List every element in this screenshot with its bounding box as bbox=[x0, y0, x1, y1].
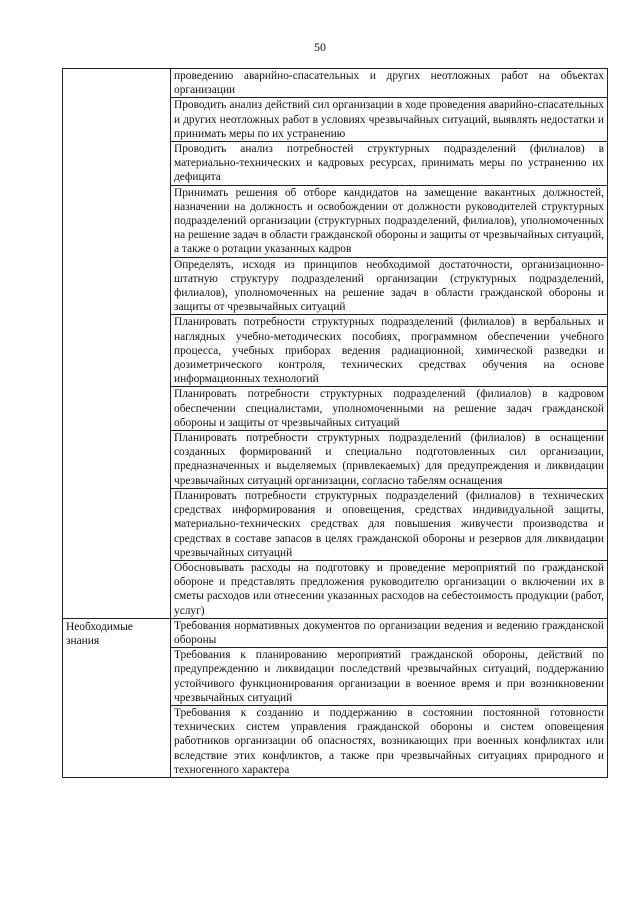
row-label-cell bbox=[63, 69, 171, 619]
row-text: проведению аварийно-спасательных и других неотложных работ на объектах организации bbox=[171, 69, 608, 98]
section-label-knowledge: Необходимые знания bbox=[66, 620, 133, 647]
table-row bbox=[63, 69, 608, 98]
row-text: Планировать потребности структурных подразделений (филиалов) в оснащении созданных формирований и специально подготовленных сил организации, предназначенных и выделяемых (привлекаемых) для предупреждения и ликвидации чрезвычайных ситуаций организации, согласно табелям оснащения bbox=[171, 431, 608, 489]
table-row bbox=[63, 618, 608, 647]
row-text: Обосновывать расходы на подготовку и проведение мероприятий по гражданской обороне и представлять предложения руководителю организации о включении их в сметы расходов или отнесении указанных расходов на себестоимость продукции (работ, услуг) bbox=[171, 560, 608, 618]
row-text: Принимать решения об отборе кандидатов на замещение вакантных должностей, назначении на должность и освобождении от должности руководителей структурных подразделений организации (структурных подразделений, филиалов), уполномоченных на решение задач в области гражданской обороны и защиты от чрезвычайных ситуаций, а также о ротации указанных кадров bbox=[171, 185, 608, 257]
row-text: Определять, исходя из принципов необходимой достаточности, организационно-штатную структуру подразделений организации (структурных подразделений, филиалов), уполномоченных на решение задач в области гражданской обороны и защиты от чрезвычайных ситуаций bbox=[171, 257, 608, 315]
row-text: Проводить анализ действий сил организации в ходе проведения аварийно-спасательных и других неотложных работ в условиях чрезвычайных ситуаций, выявлять недостатки и принимать меры по их устранению bbox=[171, 98, 608, 142]
row-text: Планировать потребности структурных подразделений (филиалов) в технических средствах информирования и оповещения, средствах индивидуальной защиты, материально-технических средствах для повышения живучести производства и средствах в составе запасов в целях гражданской обороны и резервов для ликвидации чрезвычайных ситуаций bbox=[171, 488, 608, 560]
row-text: Планировать потребности структурных подразделений (филиалов) в кадровом обеспечении специалистами, уполномоченными на решение задач гражданской обороны и защиты от чрезвычайных ситуаций bbox=[171, 387, 608, 431]
row-text: Проводить анализ потребностей структурных подразделений (филиалов) в материально-технических и кадровых ресурсах, принимать меры по устранению их дефицита bbox=[171, 142, 608, 186]
requirements-table bbox=[62, 68, 608, 778]
row-label bbox=[66, 69, 167, 70]
row-text: Требования нормативных документов по организации ведения и ведению гражданской обороны bbox=[171, 618, 608, 647]
row-text: Требования к планированию мероприятий гражданской обороны, действий по предупреждению и ликвидации последствий чрезвычайных ситуаций, поддержанию устойчивого функционирования организации в военное время и при возникновении чрезвычайных ситуаций bbox=[171, 648, 608, 706]
page-number: 50 bbox=[314, 40, 326, 54]
section-label-cell bbox=[63, 618, 171, 777]
row-text: Планировать потребности структурных подразделений (филиалов) в вербальных и наглядных учебно-методических пособиях, программном обеспечении учебного процесса, учебных приборах ведения радиационной, химической разведки и дозиметрического контроля, технических средствах обучения на основе информационных технологий bbox=[171, 315, 608, 387]
row-text: Требования к созданию и поддержанию в состоянии постоянной готовности технических систем управления гражданской обороны и систем оповещения работников организации об опасностях, возникающих при военных конфликтах или вследствие этих конфликтов, а также при чрезвычайных ситуациях природного и техногенного характера bbox=[171, 705, 608, 777]
